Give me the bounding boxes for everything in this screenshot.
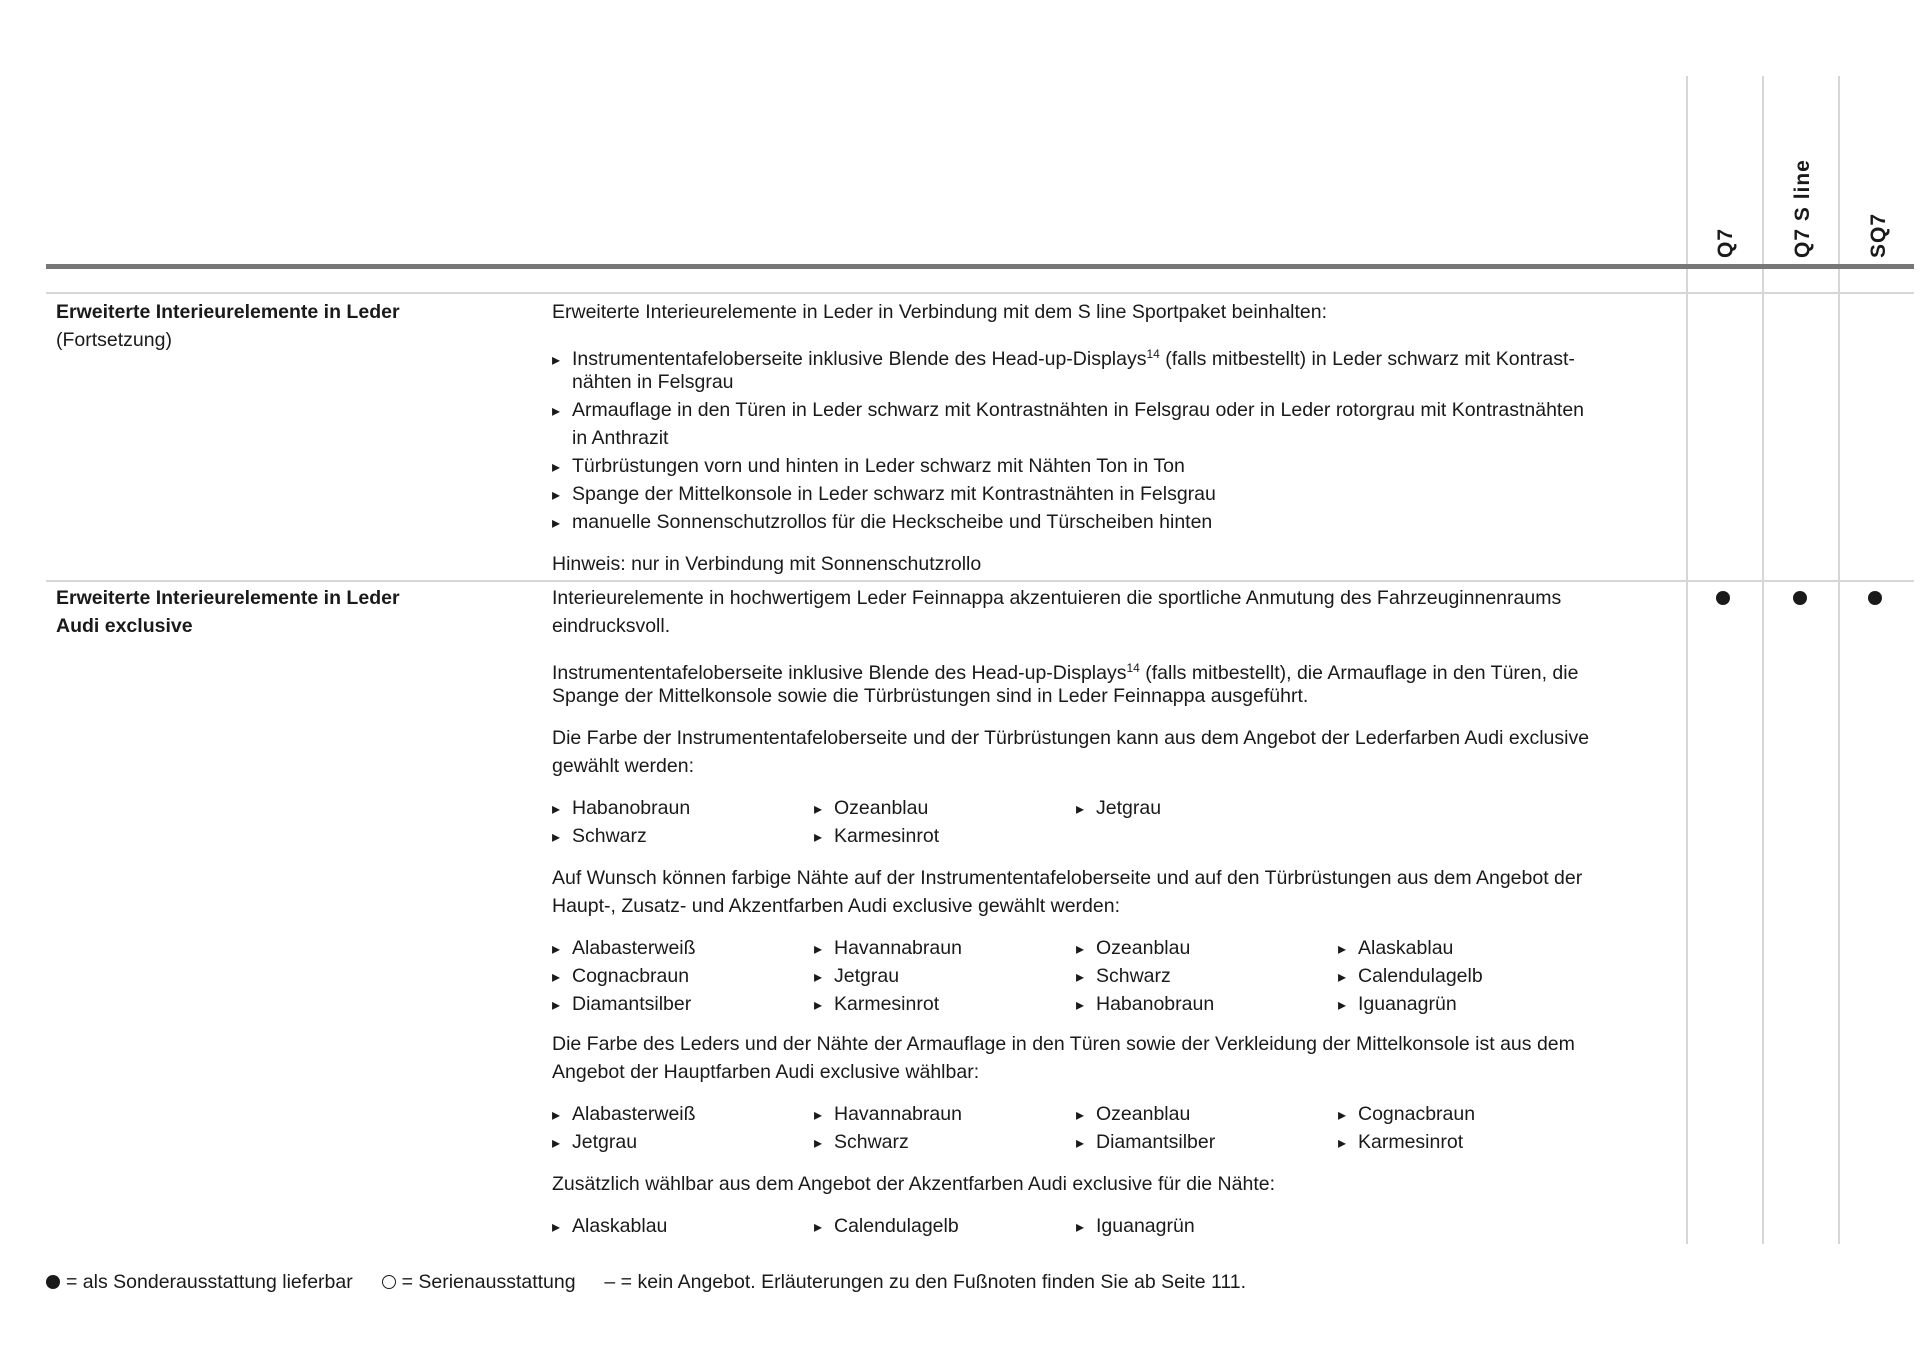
- list-item-continuation: in Anthrazit: [572, 427, 669, 449]
- filled-dot-icon: [46, 1275, 60, 1289]
- row-divider: [46, 580, 1914, 582]
- color-item: ▸ Cognacbraun: [1338, 1100, 1475, 1130]
- column-divider: [1838, 76, 1840, 1244]
- list-item: ▸ Türbrüstungen vorn und hinten in Leder schwarz mit Nähten Ton in Ton: [552, 452, 1185, 482]
- color-item: ▸ Ozeanblau: [814, 794, 928, 824]
- paragraph: Haupt-, Zusatz- und Akzentfarben Audi exclusive gewählt werden:: [552, 895, 1120, 917]
- column-header-sq7: SQ7: [1867, 212, 1890, 258]
- option-available-dot-q7: [1716, 591, 1730, 605]
- color-item: ▸ Habanobraun: [1076, 990, 1214, 1020]
- header-rule: [46, 264, 1914, 269]
- list-item: ▸ Armauflage in den Türen in Leder schwarz mit Kontrastnähten in Felsgrau oder in Leder rotorgrau mit Kontrastnähten: [552, 396, 1584, 426]
- paragraph: Instrumententafeloberseite inklusive Blende des Head-up-Displays$^{14}$ (falls mitbestellt), die Armauflage in den Türen, die: [552, 661, 1579, 684]
- row1-intro: Erweiterte Interieurelemente in Leder in Verbindung mit dem S line Sportpaket beinhalten:: [552, 301, 1328, 323]
- color-item: ▸ Alabasterweiß: [552, 1100, 696, 1130]
- list-item: ▸ Instrumententafeloberseite inklusive Blende des Head-up-Displays$^{14}$ (falls mitbestellt) in Leder schwarz mit Kontrast-: [552, 340, 1575, 375]
- color-item: ▸ Schwarz: [552, 822, 647, 852]
- color-item: ▸ Jetgrau: [552, 1128, 637, 1158]
- color-item: ▸ Alaskablau: [1338, 934, 1453, 964]
- row2-title-line2: Audi exclusive: [56, 615, 193, 637]
- column-header-q7: Q7: [1714, 227, 1737, 258]
- color-item: ▸ Iguanagrün: [1076, 1212, 1195, 1242]
- paragraph: Die Farbe der Instrumententafeloberseite und der Türbrüstungen kann aus dem Angebot der Lederfarben Audi exclusive: [552, 727, 1590, 749]
- paragraph: gewählt werden:: [552, 755, 695, 777]
- row1-note: Hinweis: nur in Verbindung mit Sonnenschutzrollo: [552, 553, 982, 575]
- column-divider: [1686, 76, 1688, 1244]
- legend-standard: = Serienausstattung: [401, 1271, 576, 1293]
- paragraph: Zusätzlich wählbar aus dem Angebot der Akzentfarben Audi exclusive für die Nähte:: [552, 1173, 1276, 1195]
- column-header-q7-s-line: Q7 S line: [1791, 159, 1814, 258]
- color-item: ▸ Diamantsilber: [1076, 1128, 1215, 1158]
- paragraph: eindrucksvoll.: [552, 615, 671, 637]
- paragraph: Interieurelemente in hochwertigem Leder Feinnappa akzentuieren die sportliche Anmutung des Fahrzeuginnenraums: [552, 587, 1562, 609]
- legend-none: – = kein Angebot. Erläuterungen zu den Fußnoten finden Sie ab Seite 111.: [604, 1271, 1247, 1293]
- color-item: ▸ Jetgrau: [1076, 794, 1161, 824]
- row2-title: Erweiterte Interieurelemente in Leder: [56, 587, 400, 609]
- list-item: ▸ Spange der Mittelkonsole in Leder schwarz mit Kontrastnähten in Felsgrau: [552, 480, 1216, 510]
- row-divider: [46, 292, 1914, 294]
- color-item: ▸ Schwarz: [814, 1128, 909, 1158]
- color-item: ▸ Karmesinrot: [1338, 1128, 1463, 1158]
- color-item: ▸ Schwarz: [1076, 962, 1171, 992]
- color-item: ▸ Alaskablau: [552, 1212, 667, 1242]
- color-item: ▸ Ozeanblau: [1076, 934, 1190, 964]
- list-item-continuation: nähten in Felsgrau: [572, 371, 734, 393]
- hollow-circle-icon: [382, 1275, 396, 1289]
- color-item: ▸ Jetgrau: [814, 962, 899, 992]
- color-item: ▸ Habanobraun: [552, 794, 690, 824]
- legend: [46, 1268, 1246, 1296]
- color-item: ▸ Havannabraun: [814, 1100, 962, 1130]
- legend-optional: = als Sonderausstattung lieferbar: [66, 1271, 353, 1293]
- color-item: ▸ Diamantsilber: [552, 990, 691, 1020]
- list-item: ▸ manuelle Sonnenschutzrollos für die Heckscheibe und Türscheiben hinten: [552, 508, 1212, 538]
- row1-title: Erweiterte Interieurelemente in Leder: [56, 301, 400, 323]
- paragraph: Spange der Mittelkonsole sowie die Türbrüstungen sind in Leder Feinnappa ausgeführt.: [552, 685, 1309, 707]
- paragraph: Angebot der Hauptfarben Audi exclusive wählbar:: [552, 1061, 980, 1083]
- paragraph: Auf Wunsch können farbige Nähte auf der Instrumententafeloberseite und auf den Türbrüstungen aus dem Angebot der: [552, 867, 1583, 889]
- color-item: ▸ Ozeanblau: [1076, 1100, 1190, 1130]
- color-item: ▸ Havannabraun: [814, 934, 962, 964]
- column-divider: [1762, 76, 1764, 1244]
- row1-subtitle: (Fortsetzung): [56, 329, 172, 351]
- color-item: ▸ Calendulagelb: [814, 1212, 959, 1242]
- option-available-dot-sq7: [1868, 591, 1882, 605]
- color-item: ▸ Karmesinrot: [814, 822, 939, 852]
- paragraph: Die Farbe des Leders und der Nähte der Armauflage in den Türen sowie der Verkleidung der Mittelkonsole ist aus dem: [552, 1033, 1575, 1055]
- color-item: ▸ Cognacbraun: [552, 962, 689, 992]
- color-item: ▸ Iguanagrün: [1338, 990, 1457, 1020]
- option-available-dot-q7-s-line: [1793, 591, 1807, 605]
- color-item: ▸ Calendulagelb: [1338, 962, 1483, 992]
- color-item: ▸ Karmesinrot: [814, 990, 939, 1020]
- color-item: ▸ Alabasterweiß: [552, 934, 696, 964]
